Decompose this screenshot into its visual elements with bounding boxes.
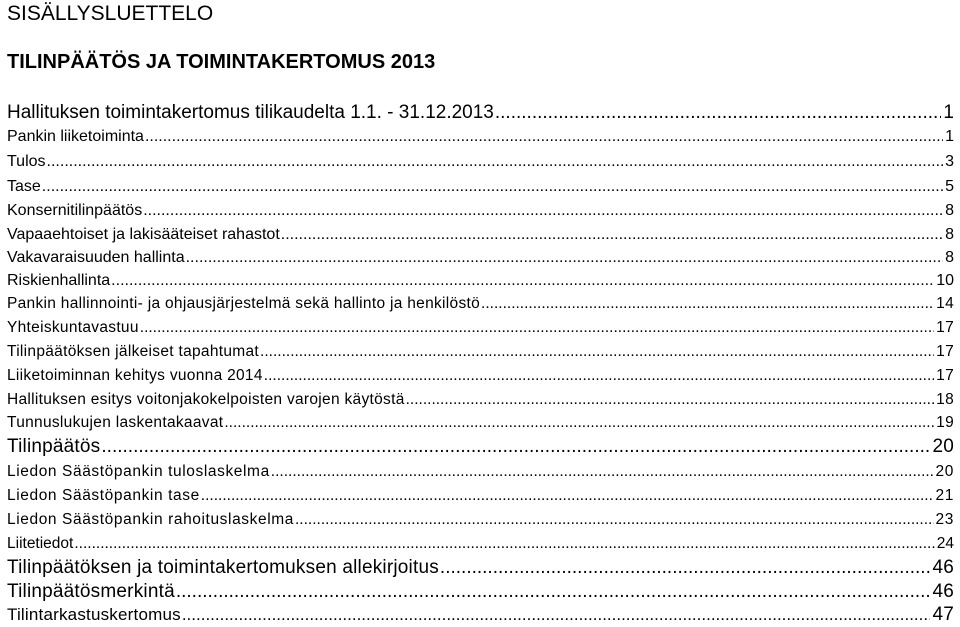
toc-entry-title: Konsernitilinpäätös	[7, 202, 143, 219]
toc-entry-title: Liiketoiminnan kehitys vuonna 2014	[7, 367, 263, 384]
toc-entry[interactable]	[7, 534, 954, 554]
toc-entry[interactable]	[7, 462, 954, 482]
toc-entry-page: 17	[936, 367, 954, 384]
toc-entry[interactable]	[7, 557, 954, 579]
toc-entry[interactable]	[7, 605, 954, 625]
toc-entry-title: Tase	[7, 178, 41, 195]
toc-entry[interactable]	[7, 294, 954, 314]
toc-entry-page: 14	[936, 295, 954, 312]
toc-entry-page: 46	[932, 557, 954, 578]
toc-entry[interactable]	[7, 201, 954, 221]
toc-entry-page: 17	[936, 343, 954, 360]
toc-leader	[440, 557, 931, 579]
toc-entry[interactable]	[7, 177, 954, 197]
toc-entry-page: 5	[945, 178, 954, 195]
toc-entry[interactable]	[7, 413, 954, 433]
toc-entry-page: 1	[945, 128, 954, 145]
contents-heading: SISÄLLYSLUETTELO	[7, 2, 214, 25]
toc-leader	[295, 510, 934, 530]
toc-entry-title: Tunnuslukujen laskentakaavat	[7, 414, 224, 431]
toc-entry-title: Pankin liiketoiminta	[7, 128, 144, 145]
toc-leader	[495, 102, 942, 124]
toc-leader	[47, 152, 944, 172]
toc-entry[interactable]	[7, 510, 954, 530]
toc-entry[interactable]	[7, 342, 954, 362]
toc-entry-page: 24	[936, 535, 954, 552]
toc-leader	[143, 201, 943, 221]
toc-leader	[111, 271, 934, 291]
toc-entry-page: 3	[945, 153, 954, 170]
toc-leader	[186, 248, 943, 268]
toc-entry[interactable]	[7, 318, 954, 338]
toc-entry[interactable]	[7, 127, 954, 147]
toc-entry-title: Hallituksen esitys voitonjakokelpoisten varojen käytöstä	[7, 391, 405, 408]
toc-entry-page: 46	[932, 581, 954, 602]
toc-entry-page: 8	[945, 202, 954, 219]
toc-entry-title: Liedon Säästöpankin rahoituslaskelma	[7, 511, 294, 528]
toc-entry[interactable]	[7, 390, 954, 410]
toc-entry-title: Tilinpäätös	[7, 436, 101, 457]
toc-entry-title: Vapaaehtoiset ja lakisääteiset rahastot	[7, 226, 280, 243]
toc-leader	[406, 390, 935, 410]
toc-leader	[281, 225, 943, 245]
toc-entry-page: 8	[945, 226, 954, 243]
toc-entry-page: 19	[936, 414, 954, 431]
toc-leader	[201, 486, 934, 506]
toc-leader	[145, 127, 943, 147]
toc-entry-title: Pankin hallinnointi- ja ohjausjärjestelmä sekä hallinto ja henkilöstö	[7, 295, 481, 312]
toc-entry-title: Liedon Säästöpankin tase	[7, 487, 200, 504]
toc-leader	[176, 581, 931, 603]
toc-entry-title: Riskienhallinta	[7, 272, 111, 289]
toc-leader	[140, 318, 934, 338]
toc-entry[interactable]	[7, 486, 954, 506]
toc-entry-page: 17	[936, 319, 954, 336]
toc-entry-page: 10	[936, 272, 954, 289]
toc-leader	[224, 413, 934, 433]
toc-leader	[271, 462, 934, 482]
toc-leader	[260, 342, 934, 362]
toc-entry-page: 20	[932, 436, 954, 457]
toc-entry-page: 47	[932, 605, 954, 625]
toc-entry-title: Tilinpäätöksen jälkeiset tapahtumat	[7, 343, 260, 360]
toc-leader	[42, 177, 943, 197]
toc-leader	[264, 366, 934, 386]
toc-entry[interactable]	[7, 271, 954, 291]
toc-entry-page: 8	[945, 249, 954, 266]
toc-entry-title: Liedon Säästöpankin tuloslaskelma	[7, 463, 270, 480]
toc-entry-page: 21	[935, 487, 954, 504]
toc-entry-title: Tilinpäätösmerkintä	[7, 581, 175, 602]
toc-entry-page: 1	[943, 102, 954, 123]
toc-entry-title: Vakavaraisuuden hallinta	[7, 249, 185, 266]
toc-entry[interactable]	[7, 436, 954, 458]
toc-entry-page: 20	[935, 463, 954, 480]
report-heading: TILINPÄÄTÖS JA TOIMINTAKERTOMUS 2013	[7, 51, 436, 73]
toc-entry-page: 23	[935, 511, 954, 528]
toc-entry-title: Yhteiskuntavastuu	[7, 319, 139, 336]
toc-leader	[74, 534, 934, 554]
toc-entry[interactable]	[7, 152, 954, 172]
toc-entry-page: 18	[936, 391, 954, 408]
toc-leader	[481, 294, 934, 314]
toc-entry-title: Tilinpäätöksen ja toimintakertomuksen allekirjoitus	[7, 557, 439, 578]
toc-entry[interactable]	[7, 225, 954, 245]
toc-entry-title: Hallituksen toimintakertomus tilikaudelta 1.1. - 31.12.2013	[7, 102, 494, 123]
toc-entry[interactable]	[7, 366, 954, 386]
toc-leader	[182, 605, 931, 625]
toc-entry[interactable]	[7, 581, 954, 603]
toc-entry[interactable]	[7, 248, 954, 268]
toc-entry[interactable]	[7, 102, 954, 124]
toc-entry-title: Tilintarkastuskertomus	[7, 605, 181, 624]
toc-leader	[101, 436, 930, 458]
toc-entry-title: Liitetiedot	[7, 535, 74, 552]
toc-entry-title: Tulos	[7, 153, 46, 170]
